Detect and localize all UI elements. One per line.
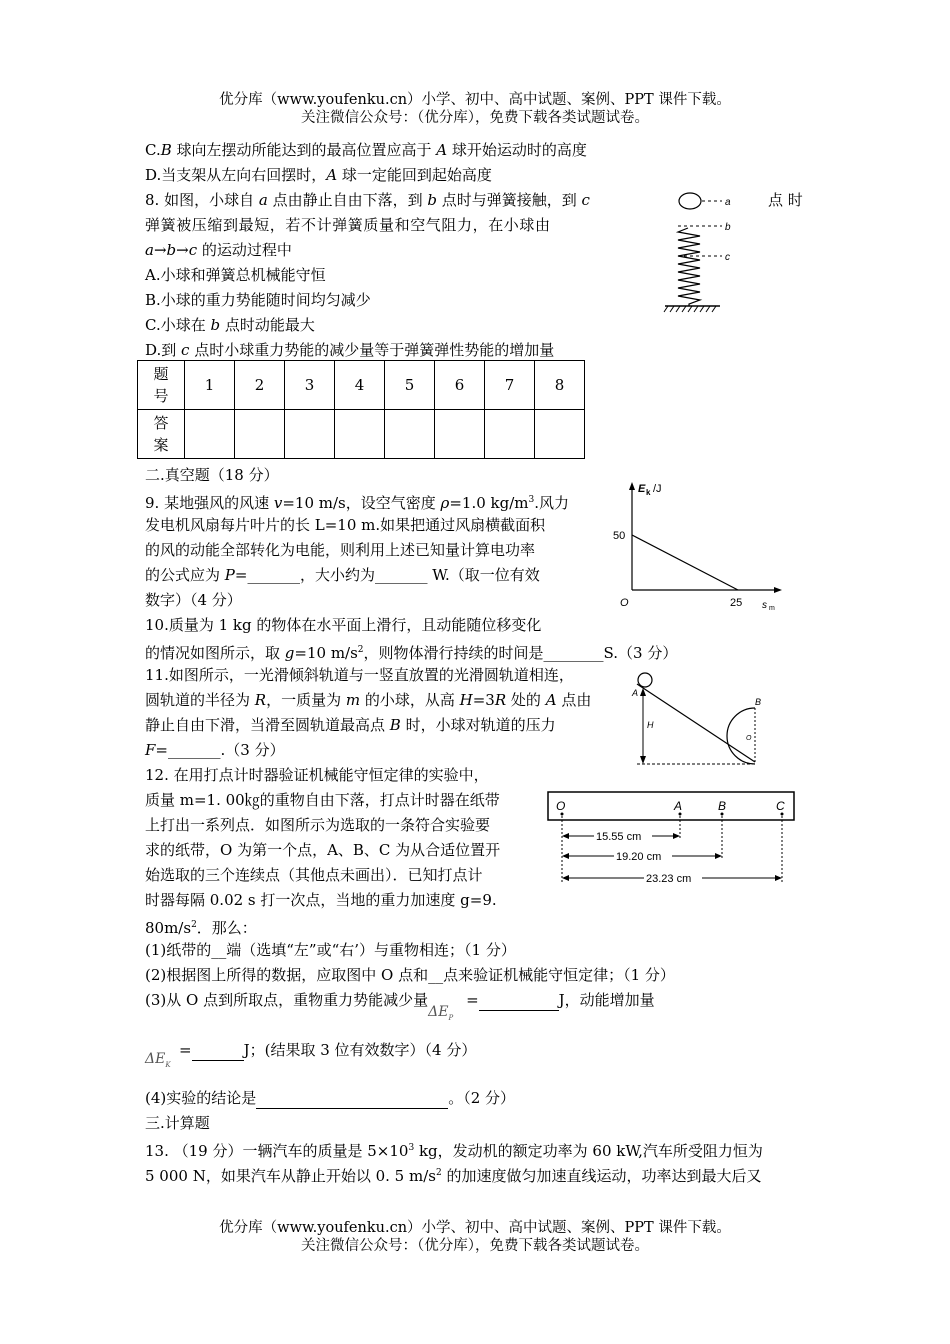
q9-line-3: 的风的动能全部转化为电能，则利用上述已知量计算电功率 bbox=[145, 541, 536, 559]
x-tick-label: 25 bbox=[730, 597, 743, 609]
spring-coil bbox=[678, 228, 700, 306]
q12-sub-1: (1)纸带的__端（选填“左”或“右’）与重物相连；（1 分） bbox=[145, 941, 516, 959]
x-axis-label: s bbox=[762, 600, 767, 611]
dot-c bbox=[781, 813, 784, 816]
x-axis-sub: m bbox=[769, 605, 775, 612]
answer-cell[interactable] bbox=[235, 410, 285, 459]
q13-line-2: 5 000 N，如果汽车从静止开始以 0. 5 $m/s^2$ 的加速度做匀加速直线运动，功率达到最大后又 bbox=[145, 1167, 762, 1185]
height-arrow-bottom bbox=[640, 756, 646, 764]
q12-line-7: $80m/s^2$．那么： bbox=[145, 919, 257, 937]
table-cell: 8 bbox=[535, 361, 585, 410]
label-b: b bbox=[725, 222, 731, 233]
q8-stem-line-1: 8. 如图，小球自 a 点由静止自由下落，到 b 点时与弹簧接触，到 c bbox=[145, 191, 590, 209]
paper-tape bbox=[548, 792, 794, 820]
q9-line-5: 数字）（4 分） bbox=[145, 591, 242, 609]
q8-stem-line-3: a→b→c 的运动过程中 bbox=[145, 241, 292, 259]
answer-table bbox=[137, 360, 585, 459]
label-a: a bbox=[725, 197, 731, 208]
q12-line-2: 质量 m=1. 00㎏的重物自由下落，打点计时器在纸带 bbox=[145, 791, 500, 809]
table-cell: 2 bbox=[235, 361, 285, 410]
header-line-1: 优分库（www.youfenku.cn）小学、初中、高中试题、案例、PPT 课件下载。 bbox=[219, 92, 731, 108]
q12-sub-2: (2)根据图上所得的数据，应取图中 O 点和__点来验证机械能守恒定律；（1 分） bbox=[145, 966, 675, 984]
q9-line-1: 9. 某地强风的风速 v=10 m/s，设空气密度 ρ=1.0 $kg/m^3$.风力 bbox=[145, 494, 570, 512]
q8-option-b: B.小球的重力势能随时间均匀减少 bbox=[145, 291, 371, 309]
table-head-tihao: 题 号 bbox=[138, 361, 185, 410]
section-2-heading: 二.真空题（18 分） bbox=[145, 466, 279, 484]
spring-figure bbox=[660, 188, 750, 318]
point-o-label: O bbox=[556, 799, 566, 813]
table-cell: 5 bbox=[385, 361, 435, 410]
dot-a bbox=[679, 813, 682, 816]
q12-sub-3-continued: $\Delta E_K= J$；(结果取 3 位有效数字）（4 分） bbox=[145, 1041, 477, 1069]
dim-oa-label: 15.55 cm bbox=[596, 831, 642, 843]
y-axis-label: E bbox=[638, 483, 646, 495]
y-axis-unit: /J bbox=[653, 483, 662, 495]
section-3-heading: 三.计算题 bbox=[145, 1114, 210, 1132]
ek-s-graph bbox=[608, 478, 788, 614]
q9-line-4: 的公式应为 P=_______，大小约为_______ W.（取一位有效 bbox=[145, 566, 540, 584]
table-cell: 4 bbox=[335, 361, 385, 410]
point-b-label: B bbox=[718, 799, 727, 813]
q8-stem-line-1-tail: 点 时 bbox=[768, 191, 803, 209]
table-head-daan: 答 案 bbox=[138, 410, 185, 459]
delta-ep-blank[interactable] bbox=[479, 990, 559, 1011]
q12-line-4: 求的纸带，O 为第一个点，A、B、C 为从合适位置开 bbox=[145, 841, 501, 859]
dim-ob-label: 19.20 cm bbox=[616, 851, 662, 863]
q8-option-c: C.小球在 b 点时动能最大 bbox=[145, 316, 315, 334]
q12-sub-3: (3)从 O 点到所取点，重物重力势能减少量$\Delta E_P= J$，动能增加量 bbox=[145, 991, 655, 1022]
ek-series-line bbox=[632, 535, 738, 590]
table-cell: 7 bbox=[485, 361, 535, 410]
q11-line-4: F=_______.（3 分） bbox=[145, 741, 285, 759]
q7-option-d: D.当支架从左向右回摆时，A 球一定能回到起始高度 bbox=[145, 166, 492, 184]
q7-option-c: C.B 球向左摆动所能达到的最高位置应高于 A 球开始运动时的高度 bbox=[145, 141, 587, 159]
label-o: O bbox=[746, 735, 752, 742]
dot-o bbox=[561, 813, 564, 816]
incline-track bbox=[637, 684, 755, 762]
answer-cell[interactable] bbox=[335, 410, 385, 459]
label-h: H bbox=[647, 720, 654, 730]
q11-line-3: 静止自由下滑，当滑至圆轨道最高点 B 时，小球对轨道的压力 bbox=[145, 716, 556, 734]
q12-line-3: 上打出一系列点．如图所示为选取的一条符合实验要 bbox=[145, 816, 491, 834]
label-c: c bbox=[725, 252, 730, 263]
ground-hatch bbox=[664, 306, 716, 312]
ball-shape bbox=[679, 193, 701, 209]
table-cell: 1 bbox=[185, 361, 235, 410]
origin-label: O bbox=[620, 597, 629, 609]
q8-option-d: D.到 c 点时小球重力势能的减少量等于弹簧弹性势能的增加量 bbox=[145, 341, 555, 359]
q12-line-6: 时器每隔 0.02 s 打一次点，当地的重力加速度 g=9. bbox=[145, 891, 497, 909]
answer-cell[interactable] bbox=[185, 410, 235, 459]
footer-line-1: 优分库（www.youfenku.cn）小学、初中、高中试题、案例、PPT 课件下载。 bbox=[219, 1220, 731, 1236]
q12-line-1: 12. 在用打点计时器验证机械能守恒定律的实验中， bbox=[145, 766, 489, 784]
answer-cell[interactable] bbox=[535, 410, 585, 459]
q9-line-2: 发电机风扇每片叶片的长 L=10 m.如果把通过风扇横截面积 bbox=[145, 516, 546, 534]
point-a-label: A bbox=[674, 799, 683, 813]
q11-line-2: 圆轨道的半径为 R，一质量为 m 的小球，从高 H=3R 处的 A 点由 bbox=[145, 691, 592, 709]
answer-cell[interactable] bbox=[435, 410, 485, 459]
track-figure bbox=[625, 670, 795, 774]
x-axis-arrow bbox=[774, 587, 782, 593]
answer-cell[interactable] bbox=[285, 410, 335, 459]
dim-oc-label: 23.23 cm bbox=[646, 873, 692, 885]
answer-cell[interactable] bbox=[485, 410, 535, 459]
q8-stem-line-2: 弹簧被压缩到最短，若不计弹簧质量和空气阻力，在小球由 bbox=[145, 216, 551, 234]
header-line-2: 关注微信公众号：（优分库），免费下载各类试题试卷。 bbox=[301, 110, 649, 126]
label-b: B bbox=[755, 697, 762, 707]
q8-option-a: A.小球和弹簧总机械能守恒 bbox=[145, 266, 326, 284]
delta-ek-blank[interactable] bbox=[192, 1040, 244, 1061]
point-c-label: C bbox=[776, 799, 785, 813]
conclusion-blank[interactable] bbox=[256, 1088, 448, 1109]
q11-line-1: 11.如图所示，一光滑倾斜轨道与一竖直放置的光滑圆轨道相连， bbox=[145, 666, 574, 684]
table-row-numbers bbox=[138, 361, 585, 410]
table-cell: 6 bbox=[435, 361, 485, 410]
ball-shape bbox=[638, 673, 652, 687]
answer-cell[interactable] bbox=[385, 410, 435, 459]
y-axis-arrow bbox=[629, 482, 635, 490]
y-axis-sub: k bbox=[646, 488, 651, 497]
paper-tape-figure bbox=[546, 788, 798, 892]
dot-b bbox=[721, 813, 724, 816]
table-cell: 3 bbox=[285, 361, 335, 410]
footer-line-2: 关注微信公众号：（优分库），免费下载各类试题试卷。 bbox=[301, 1238, 649, 1254]
q12-line-5: 始选取的三个连续点（其他点未画出）．已知打点计 bbox=[145, 866, 483, 884]
q12-sub-4: (4)实验的结论是 。（2 分） bbox=[145, 1089, 516, 1107]
q10-line-1: 10.质量为 1 kg 的物体在水平面上滑行，且动能随位移变化 bbox=[145, 616, 542, 634]
table-row-answers bbox=[138, 410, 585, 459]
q10-line-2: 的情况如图所示，取 g=10 $m/s^2$，则物体滑行持续的时间是________S.（3 分） bbox=[145, 644, 678, 662]
q13-line-1: 13. （19 分）一辆汽车的质量是 $5\times 10^3$ kg，发动机的额定功率为 60 kW,汽车所受阻力恒为 bbox=[145, 1142, 763, 1160]
label-a: A bbox=[632, 688, 639, 698]
y-tick-label: 50 bbox=[613, 530, 626, 542]
